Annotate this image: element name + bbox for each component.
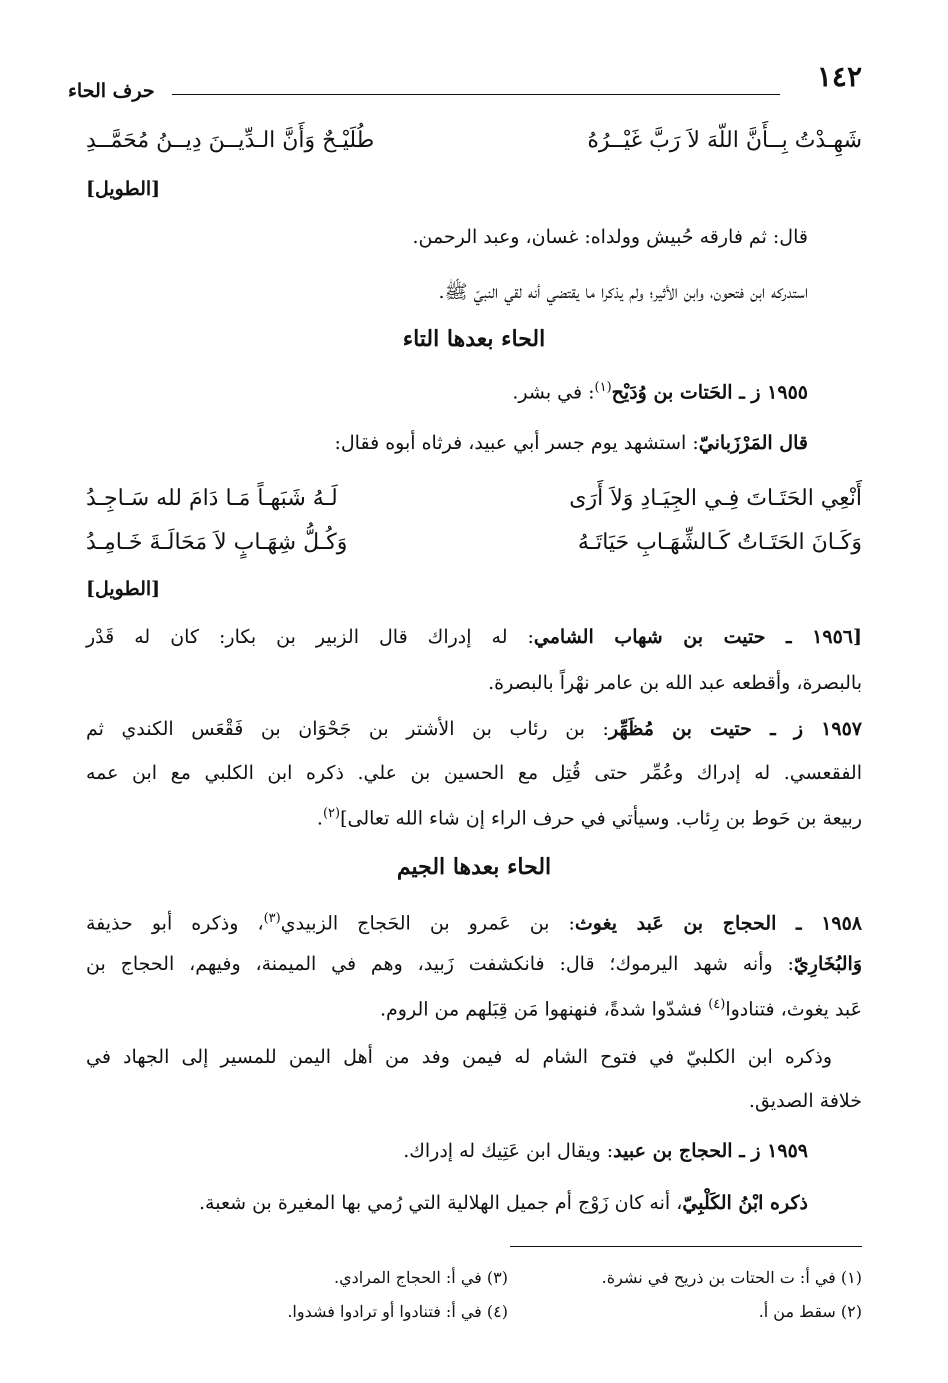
entry-heading: ١٩٥٥ ز ـ الحَتات بن وُدَيْح [611,381,808,404]
section-heading: الحاء بعدها التاء [402,326,546,352]
poem-verse-2-first: وَكَـانَ الحَتَـاتُ كَـالشِّهَـابِ حَيَاتَـهُ [577,530,862,555]
entry-1958-line-3 [380,997,862,1020]
entry-heading: ١٩٥٧ ز ـ حتيت بن مُظَهِّر [608,718,862,740]
poem-verse-1-first: أَنْعِي الحَتَـاتَ فِـي الجِيَـادِ وَلاَ أَرَى [569,486,862,511]
page-number: ١٤٢ [816,60,862,93]
entry-heading: ١٩٥٩ ز ـ الحجاج بن عبيد [613,1140,808,1162]
entry-text: : بن رئاب بن الأشتر بن جَحْوَان بن فَقْعَس الكندي ثم [86,718,609,740]
entry-heading: ١٩٥٨ ـ الحجاج بن عَبد يغوث [574,912,863,935]
footnote-mark: (٤) [708,997,726,1012]
footnote-2: (٢) سقط من أ. [758,1302,862,1321]
entry-1959-line-2 [199,1192,808,1214]
meter-label: [الطويل] [86,578,161,600]
footnote-mark: (١) [594,380,612,395]
entry-1955-line-2 [334,432,808,454]
entry-text: : بن عَمرو بن الحَجاج الزبيدي [280,912,575,935]
paragraph-line: قال: ثم فارقه حُبيش وولداه: غسان، وعبد الرحمن. [412,226,808,248]
entry-1955 [512,380,808,403]
entry-line [86,720,862,739]
entry-text: : ويقال ابن عَتِيك له إدراك. [403,1140,614,1162]
entry-text: : له إدراك قال الزبير بن بكار: كان له قَدْر [86,626,534,648]
source-name: وَالبُخَارِيّ [793,953,862,975]
paragraph-line: وذكره ابن الكلبيّ في فتوح الشام له فيمن وفد من أهل اليمن للمسير إلى الجهاد في [86,1046,832,1068]
poem-verse-2-second: وَكُـلُّ شِهَـابٍ لاَ مَحَالَـةَ خَـامِـدُ [86,530,348,555]
entry-line: بالبصرة، وأقطعه عبد الله بن عامر نهْراً بالبصرة. [488,672,862,694]
footnote-rule [510,1246,862,1247]
entry-line [86,911,863,935]
entry-text: ، وذكره أبو حذيفة [86,912,264,935]
running-title: حرف الحاء [68,80,155,102]
opening-verse-first-hemistich: شَهِـدْتُ بِــأَنَّ اللّهَ لاَ رَبَّ غَيْــرُهُ [587,128,862,153]
footnote-mark: (٣) [263,911,281,926]
entry-1957-line-2 [86,764,862,783]
footnote-3: (٣) في أ: الحجاج المرادي. [333,1268,508,1287]
entry-text: . [316,807,323,830]
entry-1958 [86,911,863,935]
footnote-mark: (٢) [322,806,341,821]
entry-text: فشدّوا شدةً، فنهنهوا مَن قِبَلهم من الروم. [379,998,709,1021]
entry-text: : في بشر. [512,381,595,404]
entry-1957 [86,720,862,739]
source-name: قال المَرْزَبانيّ [698,432,808,454]
entry-1956 [86,628,862,647]
poem-verse-1-second: لَـهُ شَبَهـاً مَـا دَامَ لله سَـاجِـدُ [86,486,338,511]
paragraph [86,1048,862,1067]
entry-text: ربيعة بن حَوط بن رِئاب. وسيأتي في حرف الراء إن شاء الله تعالى] [340,807,862,830]
entry-heading: [١٩٥٦ ـ حتيت بن شهاب الشامي [533,626,862,648]
entry-text: عَبد يغوث، فتنادوا [725,998,862,1021]
source-name: ذكره ابْنُ الكَلْبِيّ [682,1192,808,1214]
section-heading: الحاء بعدها الجيم [396,854,552,880]
header-rule [172,94,780,95]
entry-line [86,628,862,647]
footnote-4: (٤) في أ: فتنادوا أو ترادوا فشدوا. [287,1302,508,1321]
meter-label: [الطويل] [86,178,161,200]
entry-1958-line-2 [86,955,862,974]
entry-text: : استشهد يوم جسر أبي عبيد، فرثاه أبوه فقال: [334,432,699,454]
entry-line: الفقعسي. له إدراك وعُمِّر حتى قُتِل مع الحسين بن علي. ذكره ابن الكلبي مع ابن عمه [86,762,862,784]
entry-1957-line-3 [317,806,862,829]
entry-text: ، أنه كان زَوْج أم جميل الهلالية التي رُمي بها المغيرة بن شعبة. [198,1192,683,1214]
entry-1959 [403,1140,808,1162]
entry-text: : وأنه شهد اليرموك؛ قال: فانكشفت زَبيد، وهم في الميمنة، وفيهم، الحجاج بن [86,953,794,975]
footnote-1: (١) في أ: ت الحتات بن ذريح في نشرة. [601,1268,862,1287]
entry-line [86,955,862,974]
paragraph-line: خلافة الصديق. [748,1090,862,1112]
opening-verse-second-hemistich: طُلَيْـحٌ وَأَنَّ الـدِّيــنَ دِيــنُ مُحَمَّــدِ [86,128,375,153]
paragraph-line: استدركه ابن فتحون، وابن الأثير؛ ولم يذكرا ما يقتضي أنه لقي النبيّ ﷺ. [438,281,808,303]
